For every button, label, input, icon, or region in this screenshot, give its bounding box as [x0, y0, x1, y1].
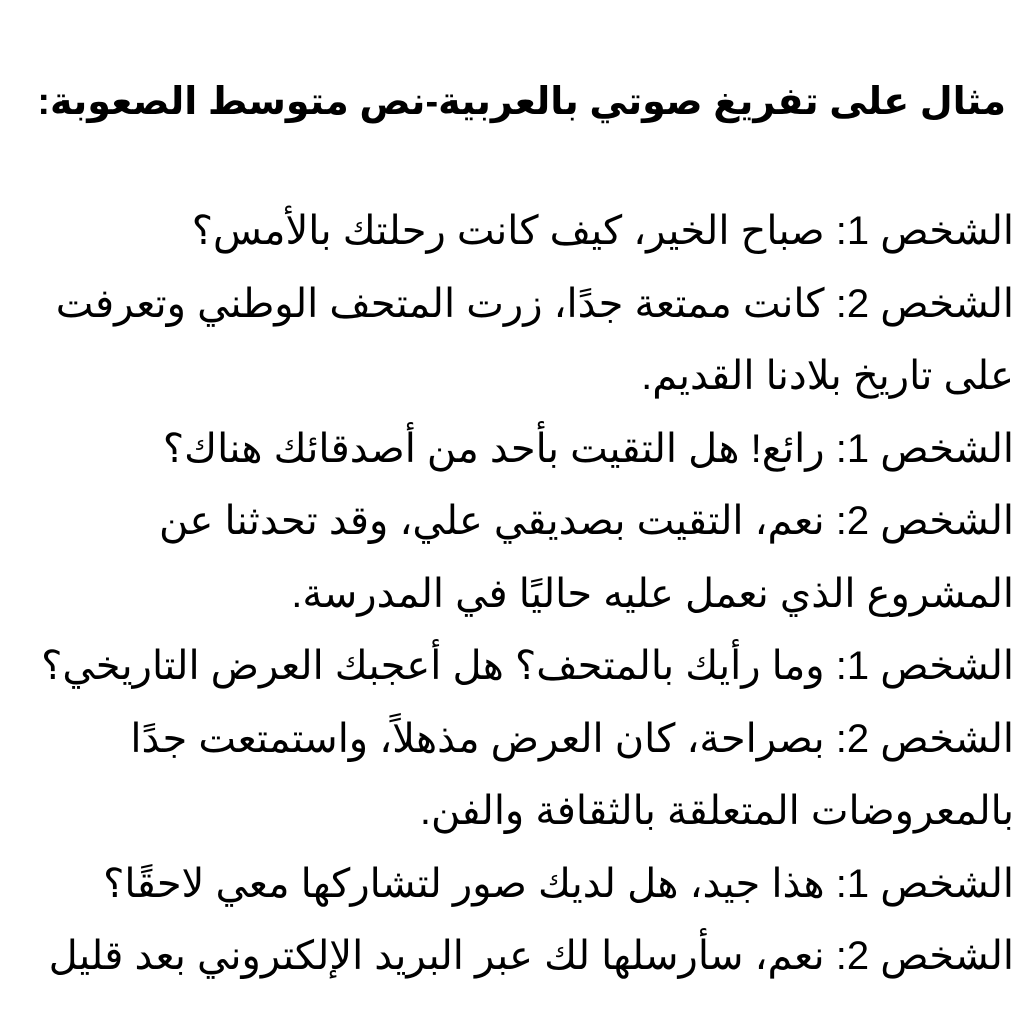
- dialogue-line: الشخص 1: صباح الخير، كيف كانت رحلتك بالأمس؟: [191, 209, 1014, 253]
- document-title: مثال على تفريغ صوتي بالعربية-نص متوسط الصعوبة:: [37, 81, 1006, 123]
- dialogue-line: الشخص 1: رائع! هل التقيت بأحد من أصدقائك هناك؟: [162, 426, 1014, 471]
- dialogue-line: الشخص 2: نعم، التقيت بصديقي علي، وقد تحدثنا عن: [159, 499, 1014, 543]
- dialogue-line: الشخص 2: كانت ممتعة جدًا، زرت المتحف الوطني وتعرفت: [55, 281, 1014, 326]
- dialogue-line: الشخص 2: بصراحة، كان العرض مذهلاً، واستمتعت جدًا: [130, 716, 1014, 761]
- dialogue-line: الشخص 1: وما رأيك بالمتحف؟ هل أعجبك العرض التاريخي؟: [41, 644, 1014, 688]
- dialogue-transcript: [4, 195, 1014, 993]
- dialogue-line: على تاريخ بلادنا القديم.: [641, 354, 1014, 398]
- dialogue-line: الشخص 1: هذا جيد، هل لديك صور لتشاركها معي لاحقًا؟: [103, 861, 1014, 906]
- dialogue-line: بالمعروضات المتعلقة بالثقافة والفن.: [419, 789, 1014, 833]
- dialogue-line: الشخص 2: نعم، سأرسلها لك عبر البريد الإلكتروني بعد قليل: [48, 934, 1014, 978]
- dialogue-line: المشروع الذي نعمل عليه حاليًا في المدرسة.: [291, 571, 1014, 616]
